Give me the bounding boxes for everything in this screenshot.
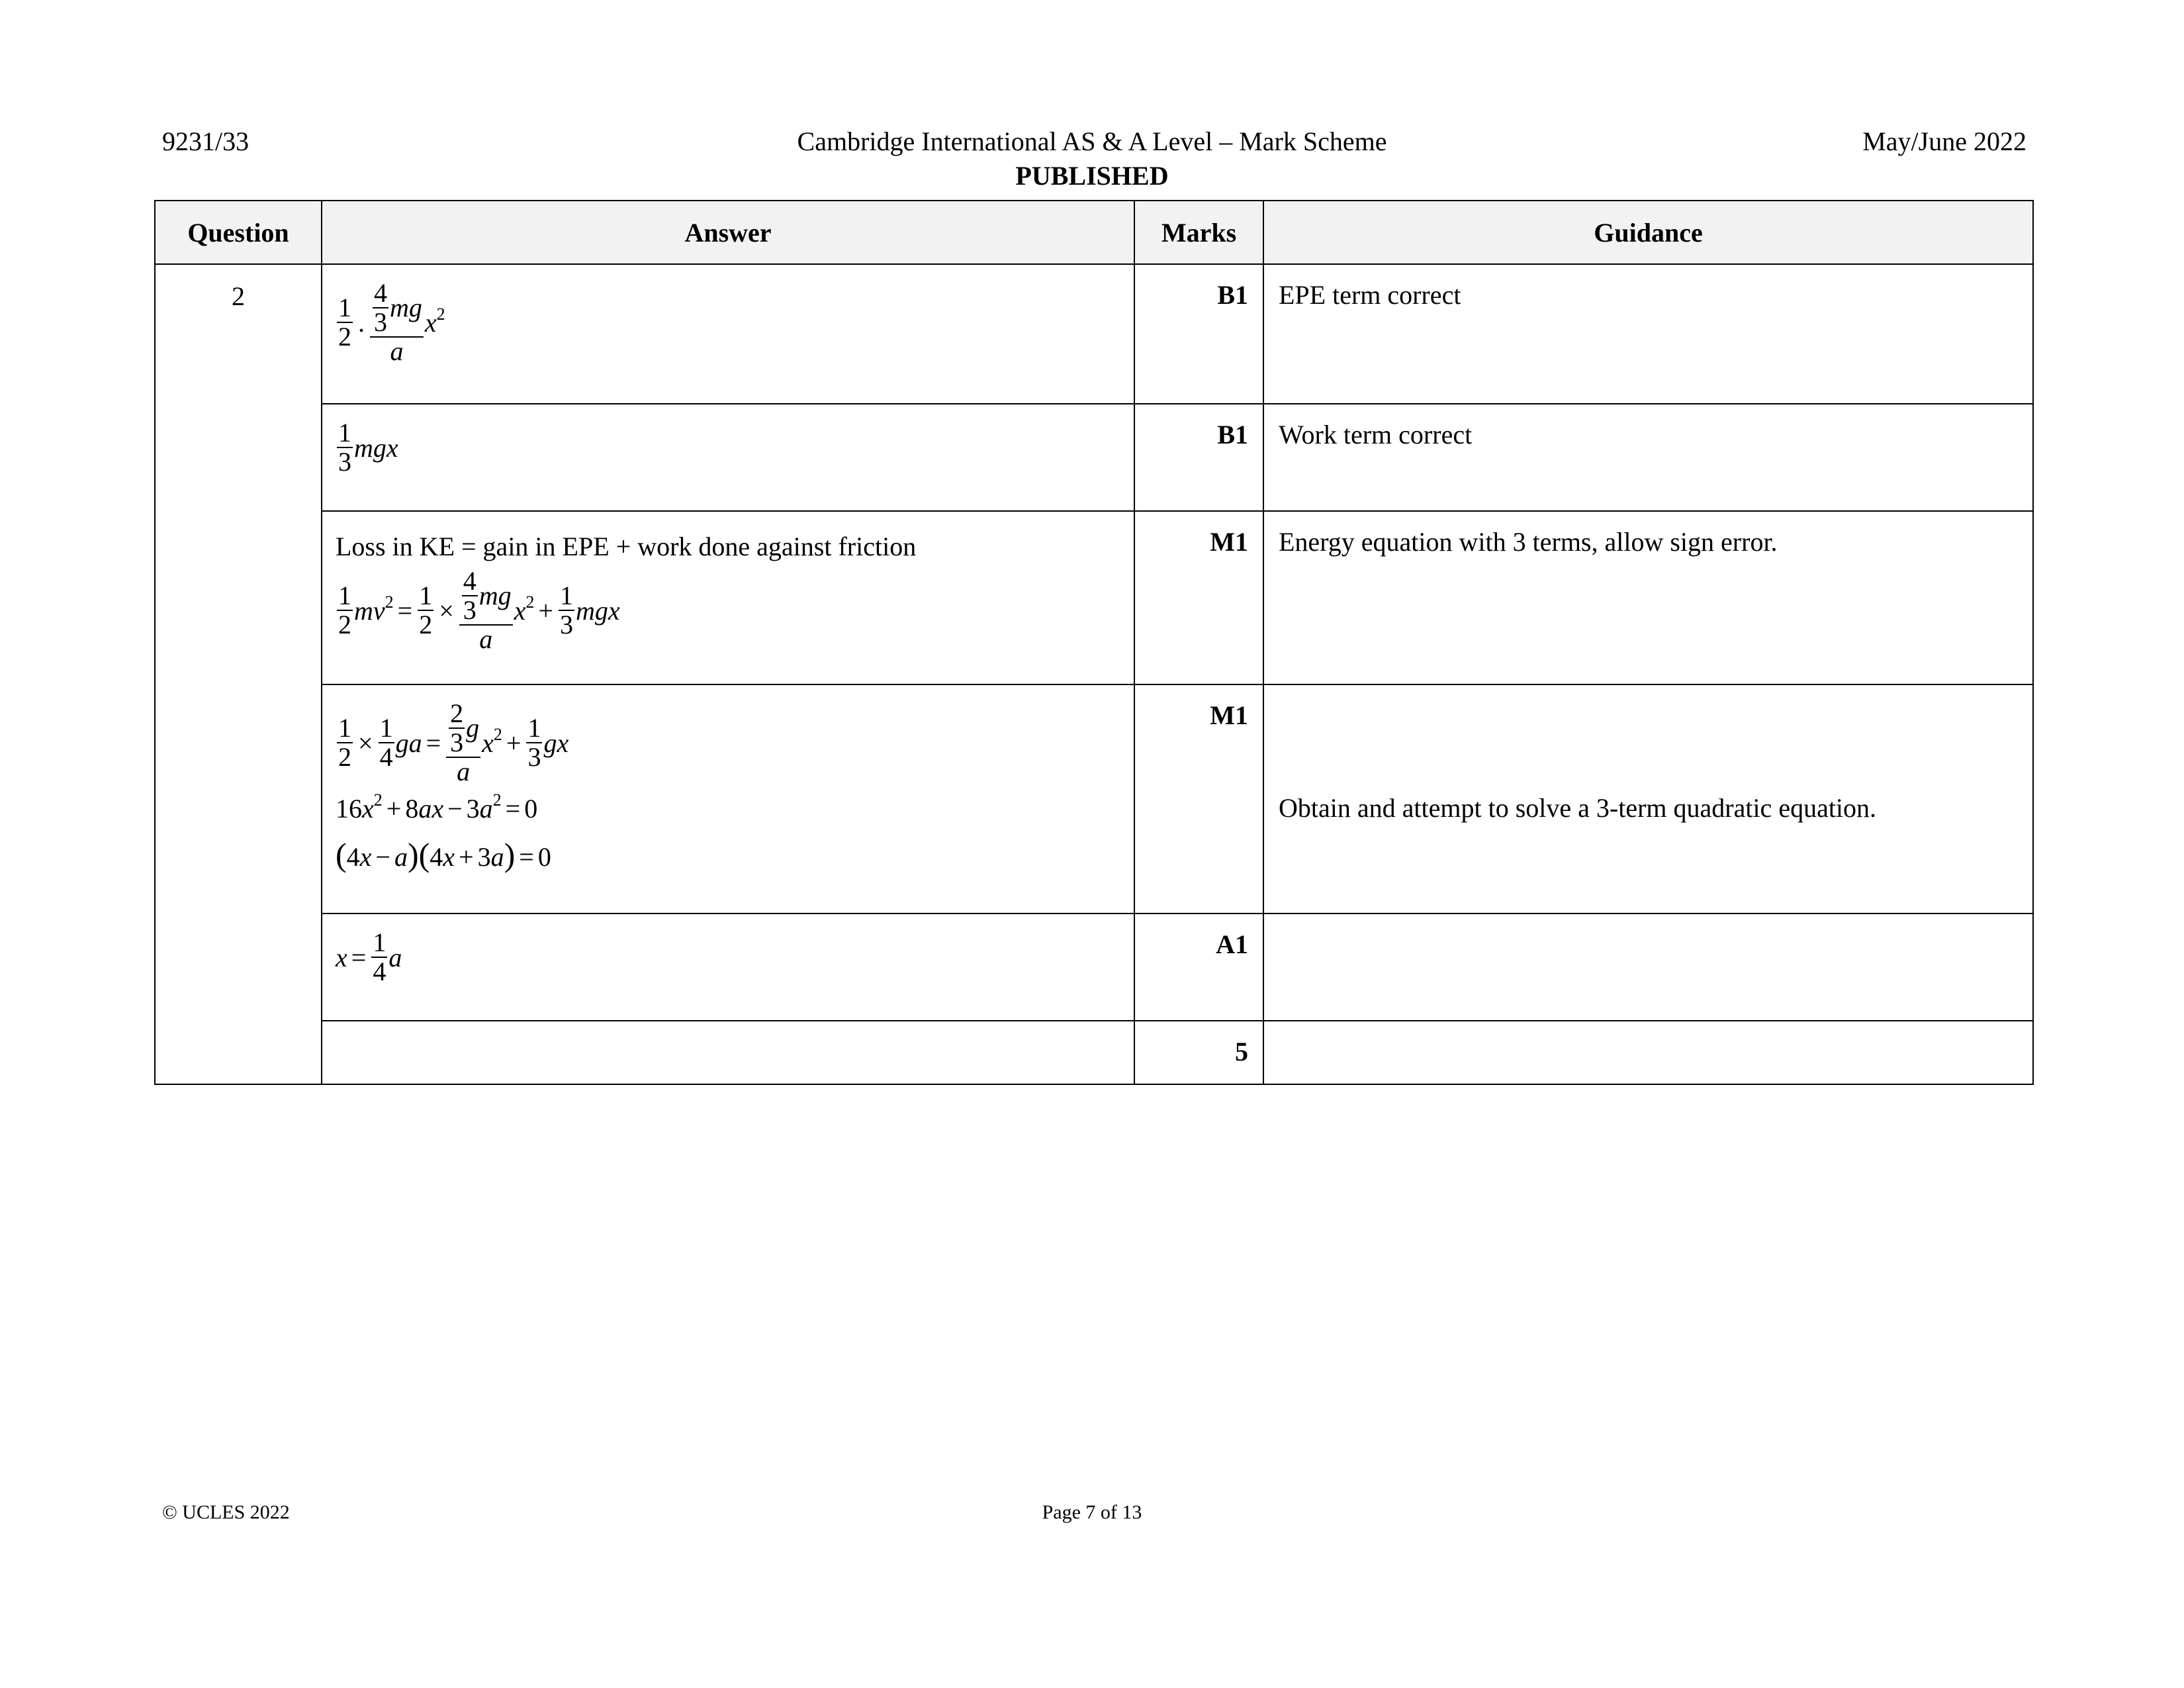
column-header-question: Question: [155, 201, 322, 264]
answer-math: $\frac{1}{2}$ . $\frac{4}{3}$ mg a $x^2$: [338, 278, 445, 366]
answer-text: Loss in KE = gain in EPE + work done against friction: [336, 532, 917, 561]
total-marks-cell: 5: [1134, 1021, 1263, 1084]
guidance-cell: Work term correct: [1263, 404, 2033, 511]
mark-scheme-table: [154, 200, 2034, 1085]
answer-cell: [322, 914, 1134, 1021]
table-row: [155, 264, 2033, 404]
answer-cell: [322, 1021, 1134, 1084]
table-row: [155, 684, 2033, 914]
column-header-answer: Answer: [322, 201, 1134, 264]
answer-math: $\frac{1}{2}$ × $\frac{1}{4}$ ga = $\frac{2}{3}$ g a $x^2$ + $\frac{1}{3}$ gx $16x^2 + 8ax - 3a^2 = 0$ (4x − a)(4x + 3a) = 0: [336, 698, 569, 873]
answer-cell: [322, 404, 1134, 511]
column-header-guidance: Guidance: [1263, 201, 2033, 264]
exam-session: May/June 2022: [1862, 126, 2026, 156]
guidance-cell: [1263, 1021, 2033, 1084]
guidance-cell: [1263, 684, 2033, 914]
guidance-cell: [1263, 914, 2033, 1021]
table-row: [155, 914, 2033, 1021]
copyright: © UCLES 2022: [162, 1501, 290, 1523]
answer-math: $\frac{1}{2}$ $mv^2$ = $\frac{1}{2}$ × $\frac{4}{3}$ mg a $x^2$ + $\frac{1}{3}$ mgx: [338, 566, 620, 654]
marks-cell: M1: [1134, 511, 1263, 684]
answer-math: $\frac{1}{3}$ mgx: [338, 418, 398, 477]
question-number: 2: [155, 264, 322, 1084]
answer-cell: [322, 511, 1134, 684]
paper-code: 9231/33: [162, 126, 250, 156]
page-number: Page 7 of 13: [1042, 1501, 1142, 1523]
marks-cell: B1: [1134, 404, 1263, 511]
guidance-cell: EPE term correct: [1263, 264, 2033, 404]
answer-cell: [322, 264, 1134, 404]
table-header-row: [155, 201, 2033, 264]
document-title: Cambridge International AS & A Level – Mark Scheme: [797, 126, 1387, 156]
guidance-cell: Energy equation with 3 terms, allow sign error.: [1263, 511, 2033, 684]
marks-cell: M1: [1134, 684, 1263, 914]
table-row: [155, 404, 2033, 511]
table-row: [155, 511, 2033, 684]
table-row-total: [155, 1021, 2033, 1084]
marks-cell: A1: [1134, 914, 1263, 1021]
guidance-text: Obtain and attempt to solve a 3-term quadratic equation.: [1279, 793, 1877, 823]
published-label: PUBLISHED: [1015, 161, 1169, 191]
marks-cell: B1: [1134, 264, 1263, 404]
answer-math: x = $\frac{1}{4}$ a: [336, 927, 402, 986]
answer-cell: [322, 684, 1134, 914]
column-header-marks: Marks: [1134, 201, 1263, 264]
